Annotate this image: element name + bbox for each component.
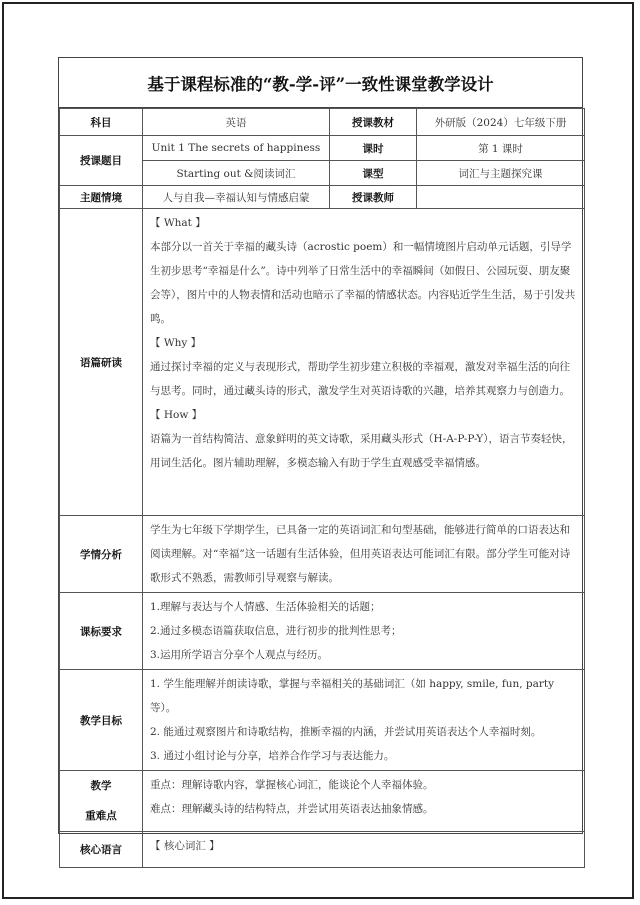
why-text: 通过探讨幸福的定义与表现形式，帮助学生初步建立积极的幸福观，激发对幸福生活的向往与思考。同时，通过藏头诗的形式，激发学生对英语诗歌的兴趣，培养其观察力与创造力。 [150,361,570,397]
key-point: 重点：理解诗歌内容，掌握核心词汇，能谈论个人幸福体验。 [150,779,434,791]
key-points-label-line2: 重难点 [85,810,117,822]
standards-item: 1.理解与表达与个人情感、生活体验相关的话题； [150,601,381,613]
core-language-label: 核心语言 [60,832,143,868]
difficult-point: 难点：理解藏头诗的结构特点，并尝试用英语表达抽象情感。 [150,803,434,815]
period-label: 课时 [330,136,417,161]
row-objectives [60,670,585,771]
teacher-value [417,186,585,209]
learner-text: 学生为七年级下学期学生，已具备一定的英语词汇和句型基础，能够进行简单的口语表达和阅读理解。对“幸福”这一话题有生活体验，但用英语表达可能词汇有限。部分学生可能对诗歌形式不熟悉，需教师引导观察与解读。 [143,516,585,593]
what-heading: 【 What 】 [150,217,206,229]
textbook-value: 外研版（2024）七年级下册 [417,109,585,136]
theme-value: 人与自我—幸福认知与情感启蒙 [143,186,330,209]
how-text: 语篇为一首结构简洁、意象鲜明的英文诗歌，采用藏头形式（H-A-P-P-Y），语言节奏轻快，用词生活化。图片辅助理解，多模态输入有助于学生直观感受幸福情感。 [150,433,573,469]
objective-item: 1. 学生能理解并朗读诗歌，掌握与幸福相关的基础词汇（如 happy, smile, fun, party 等）。 [150,678,555,714]
why-heading: 【 Why 】 [150,337,202,349]
document-title: 基于课程标准的“教-学-评”一致性课堂教学设计 [59,58,582,108]
row-text-study [60,209,585,516]
row-key-points [60,771,585,832]
row-learner [60,516,585,593]
type-value: 词汇与主题探究课 [417,161,585,186]
key-points-label [60,771,143,832]
topic-line2: Starting out &阅读词汇 [143,161,330,186]
row-theme [60,186,585,209]
theme-label: 主题情境 [60,186,143,209]
how-heading: 【 How 】 [150,409,203,421]
lesson-plan-table [59,108,585,868]
objective-item: 2. 能通过观察图片和诗歌结构，推断幸福的内涵，并尝试用英语表达个人幸福时刻。 [150,726,542,738]
type-label: 课型 [330,161,417,186]
row-subject [60,109,585,136]
row-topic-1 [60,136,585,161]
key-points-content [143,771,585,832]
period-value: 第 1 课时 [417,136,585,161]
standards-item: 3.运用所学语言分享个人观点与经历。 [150,649,329,661]
core-language-text: 【 核心词汇 】 [143,832,585,868]
textbook-label: 授课教材 [330,109,417,136]
topic-line1: Unit 1 The secrets of happiness [143,136,330,161]
subject-value: 英语 [143,109,330,136]
key-points-label-line1: 教学 [90,780,112,792]
learner-label: 学情分析 [60,516,143,593]
objectives-label: 教学目标 [60,670,143,771]
standards-content [143,593,585,670]
row-core-language [60,832,585,868]
subject-label: 科目 [60,109,143,136]
what-text: 本部分以一首关于幸福的藏头诗（acrostic poem）和一幅情境图片启动单元话题，引导学生初步思考“幸福是什么”。诗中列举了日常生活中的幸福瞬间（如假日、公园玩耍、朋友聚会等），图片中的人物表情和活动也暗示了幸福的情感状态。内容贴近学生生活，易于引发共鸣。 [150,241,576,325]
topic-label: 授课题目 [60,136,143,186]
standards-label: 课标要求 [60,593,143,670]
text-study-content [143,209,585,516]
objective-item: 3. 通过小组讨论与分享，培养合作学习与表达能力。 [150,750,395,762]
teacher-label: 授课教师 [330,186,417,209]
standards-item: 2.通过多模态语篇获取信息，进行初步的批判性思考； [150,625,402,637]
lesson-plan-sheet [58,57,583,856]
text-study-label: 语篇研读 [60,209,143,516]
row-standards [60,593,585,670]
objectives-content [143,670,585,771]
